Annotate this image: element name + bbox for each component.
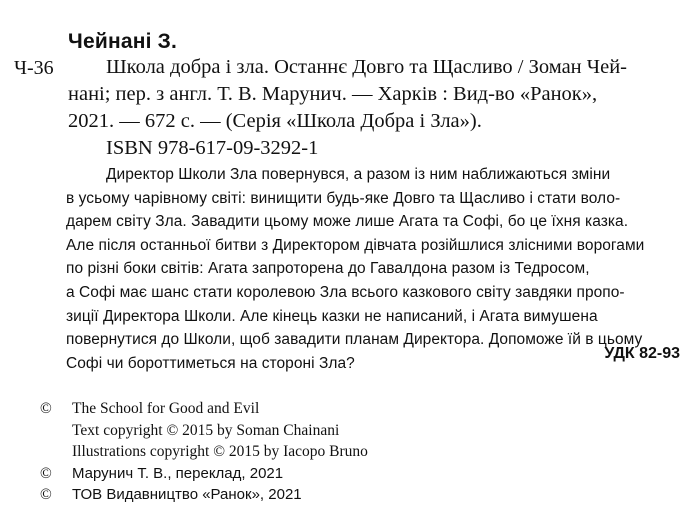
copyright-symbol: ©	[40, 486, 52, 503]
copyright-publisher	[40, 484, 368, 506]
copyright-translation	[40, 463, 368, 485]
catalog-code: Ч-36	[14, 57, 54, 79]
translation-credit: Марунич Т. В., переклад, 2021	[72, 464, 284, 482]
annotation-line: по різні боки світів: Агата запроторена до Гавалдона разом із Тедросом,	[66, 260, 590, 278]
publisher-credit: ТОВ Видавництво «Ранок», 2021	[72, 486, 302, 503]
illustrations-copyright: Illustrations copyright © 2015 by Iacopo Bruno	[72, 443, 368, 460]
annotation-line: Директор Школи Зла повернувся, а разом із ним наближаються зміни	[106, 166, 611, 183]
annotation-line: а Софі має шанс стати королевою Зла всього казкового світу завдяки пропо-	[66, 283, 625, 301]
copyright-block	[40, 398, 368, 506]
isbn: ISBN 978-617-09-3292-1	[106, 137, 319, 159]
biblio-line: 2021. — 672 с. — (Серія «Школа Добра і Зла»).	[68, 110, 482, 132]
annotation-line: повернутися до Школи, щоб завадити планам Директора. Допоможе їй в цьому	[66, 331, 643, 349]
bibliographic-description	[68, 54, 686, 135]
text-copyright: Text copyright © 2015 by Soman Chainani	[72, 421, 340, 439]
author-name: Чейнані З.	[68, 30, 178, 53]
udk-code: УДК 82-93	[604, 345, 680, 362]
biblio-line: Школа добра і зла. Останнє Довго та Щасливо / Зоман Чей-	[106, 56, 627, 78]
annotation-line: дарем світу Зла. Завадити цьому може лише Агата та Софі, бо це їхня казка.	[66, 213, 629, 231]
copyright-original	[40, 398, 368, 420]
annotation-line: в усьому чарівному світі: винищити будь-яке Довго та Щасливо і стати воло-	[66, 189, 621, 207]
annotation-line: зиції Директора Школи. Але кінець казки не написаний, і Агата вимушена	[66, 307, 598, 325]
annotation	[66, 163, 684, 375]
annotation-line: Але після останньої битви з Директором дівчата розійшлися злісними ворогами	[66, 236, 645, 254]
copyright-symbol: ©	[40, 464, 52, 482]
biblio-line: нані; пер. з англ. Т. В. Марунич. — Харків : Вид-во «Ранок»,	[68, 83, 598, 105]
original-title: The School for Good and Evil	[72, 400, 260, 417]
annotation-line: Софі чи бороттиметься на стороні Зла?	[66, 354, 355, 372]
copyright-symbol: ©	[40, 400, 52, 417]
